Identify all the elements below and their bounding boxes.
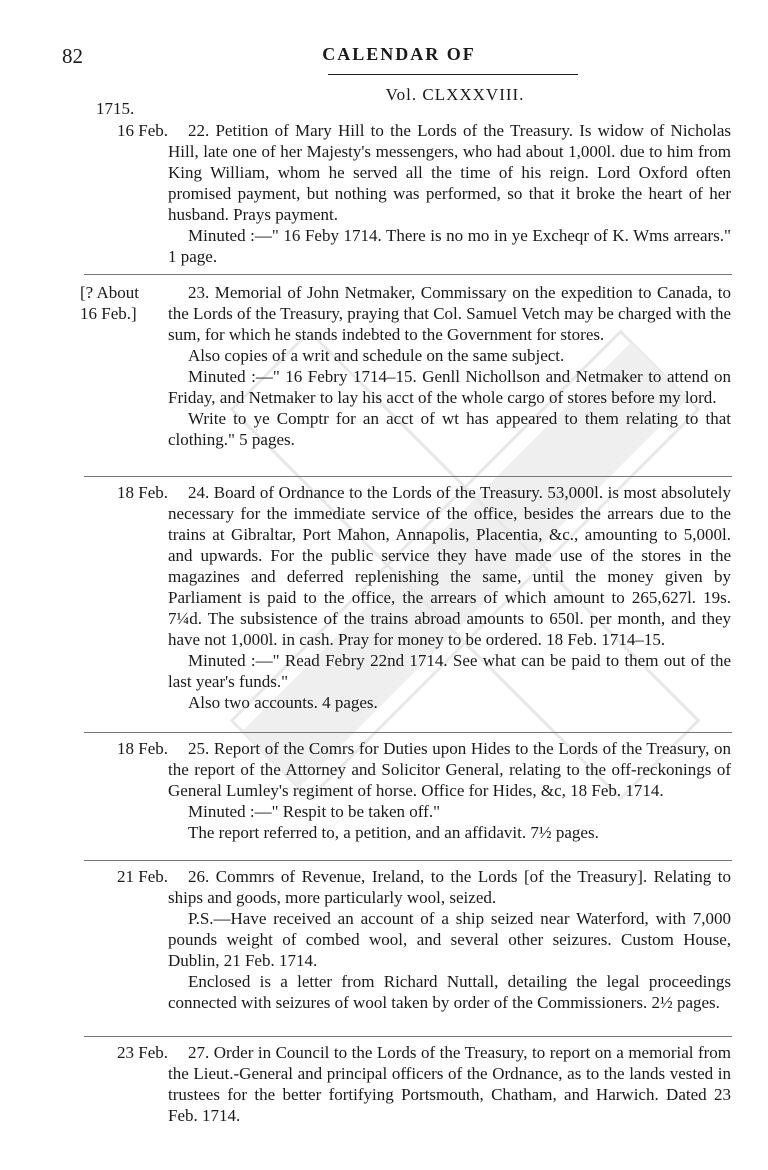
- entry-minute: Minuted :—" 16 Feby 1714. There is no mo in ye Excheqr of K. Wms arrears." 1 page.: [168, 226, 731, 266]
- entry-paragraph: 25. Report of the Comrs for Duties upon Hides to the Lords of the Treasury, on the report of the Attorney and Solicitor General, relating to the off-reckonings of General Lumley's regiment of horse. Office for Hides, &c, 18 Feb. 1714.: [168, 739, 731, 800]
- entry-body: [168, 738, 731, 843]
- entry-paragraph: 22. Petition of Mary Hill to the Lords of the Treasury. Is widow of Nicholas Hill, late one of her Majesty's messengers, who had about 1,000l. due to him from King William, whom he served all the time of his reign. Lord Oxford often promised payment, but nothing was performed, so that it broke the heart of her husband. Prays payment.: [168, 121, 731, 224]
- entry-divider: [84, 1036, 732, 1037]
- entry-body: [168, 866, 731, 1013]
- page-number: 82: [62, 44, 83, 68]
- entry-divider: [84, 732, 732, 733]
- entry-paragraph: 27. Order in Council to the Lords of the Treasury, to report on a memorial from the Lieut.-General and principal officers of the Ordnance, as to the lands vested in trustees for the better fortifying Portsmouth, Chatham, and Harwich. Dated 23 Feb. 1714.: [168, 1043, 731, 1125]
- entry-body: [168, 282, 731, 450]
- entry-date: 18 Feb.: [117, 483, 168, 502]
- year-label: 1715.: [96, 99, 135, 118]
- entry-divider: [84, 274, 732, 275]
- entry-minute: Minuted :—" Respit to be taken off.": [188, 802, 441, 821]
- entry-paragraph: The report referred to, a petition, and an affidavit. 7½ pages.: [188, 823, 599, 842]
- entry-date: 23 Feb.: [117, 1043, 168, 1062]
- entry-divider: [84, 860, 732, 861]
- entry-date: 16 Feb.: [117, 121, 168, 140]
- entry-minute: Minuted :—" 16 Febry 1714–15. Genll Nichollson and Netmaker to attend on Friday, and Netmaker to lay his acct of the whole cargo of stores before my lord.: [168, 367, 731, 407]
- entry-paragraph: P.S.—Have received an account of a ship seized near Waterford, with 7,000 pounds weight of combed wool, and several other seizures. Custom House, Dublin, 21 Feb. 1714.: [168, 909, 731, 970]
- entry-paragraph: 23. Memorial of John Netmaker, Commissary on the expedition to Canada, to the Lords of the Treasury, praying that Col. Samuel Vetch may be charged with the sum, for which he stands indebted to the Government for stores.: [168, 283, 731, 344]
- entry-minute: Minuted :—" Read Febry 22nd 1714. See what can be paid to them out of the last year's funds.": [168, 651, 731, 691]
- entry-date: [? About 16 Feb.]: [80, 283, 140, 323]
- entry-paragraph: 26. Commrs of Revenue, Ireland, to the Lords [of the Treasury]. Relating to ships and goods, more particularly wool, seized.: [168, 867, 731, 907]
- entry-body: [168, 120, 731, 267]
- entry-divider: [84, 476, 732, 477]
- entry-body: [168, 1042, 731, 1126]
- entry-paragraph: Also two accounts. 4 pages.: [188, 693, 378, 712]
- entry-paragraph: Write to ye Comptr for an acct of wt has appeared to them relating to that clothing." 5 pages.: [168, 409, 731, 449]
- entry-body: [168, 482, 731, 713]
- running-head: CALENDAR OF: [322, 44, 476, 64]
- entry-paragraph: Also copies of a writ and schedule on the same subject.: [188, 346, 565, 365]
- entry-date: 21 Feb.: [117, 867, 168, 886]
- entry-paragraph: Enclosed is a letter from Richard Nuttall, detailing the legal proceedings connected with seizures of wool taken by order of the Commissioners. 2½ pages.: [168, 972, 731, 1012]
- entry-date: 18 Feb.: [117, 739, 168, 758]
- entry-paragraph: 24. Board of Ordnance to the Lords of the Treasury. 53,000l. is most absolutely necessary for the immediate service of the office, besides the arrears due to the trains at Gibraltar, Port Mahon, Annapolis, Placentia, &c., amounting to 5,000l. and upwards. For the public service they have made use of the stores in the magazines and deferred replenishing the same, until the money given by Parliament is paid to the office, the arrears of which amount to 265,627l. 19s. 7¼d. The subsistence of the trains abroad amounts to 650l. per month, and they have not 1,000l. in cash. Pray for money to be ordered. 18 Feb. 1714–15.: [168, 483, 731, 649]
- volume-label: Vol. CLXXXVIII.: [385, 85, 525, 104]
- header-rule: [328, 74, 578, 75]
